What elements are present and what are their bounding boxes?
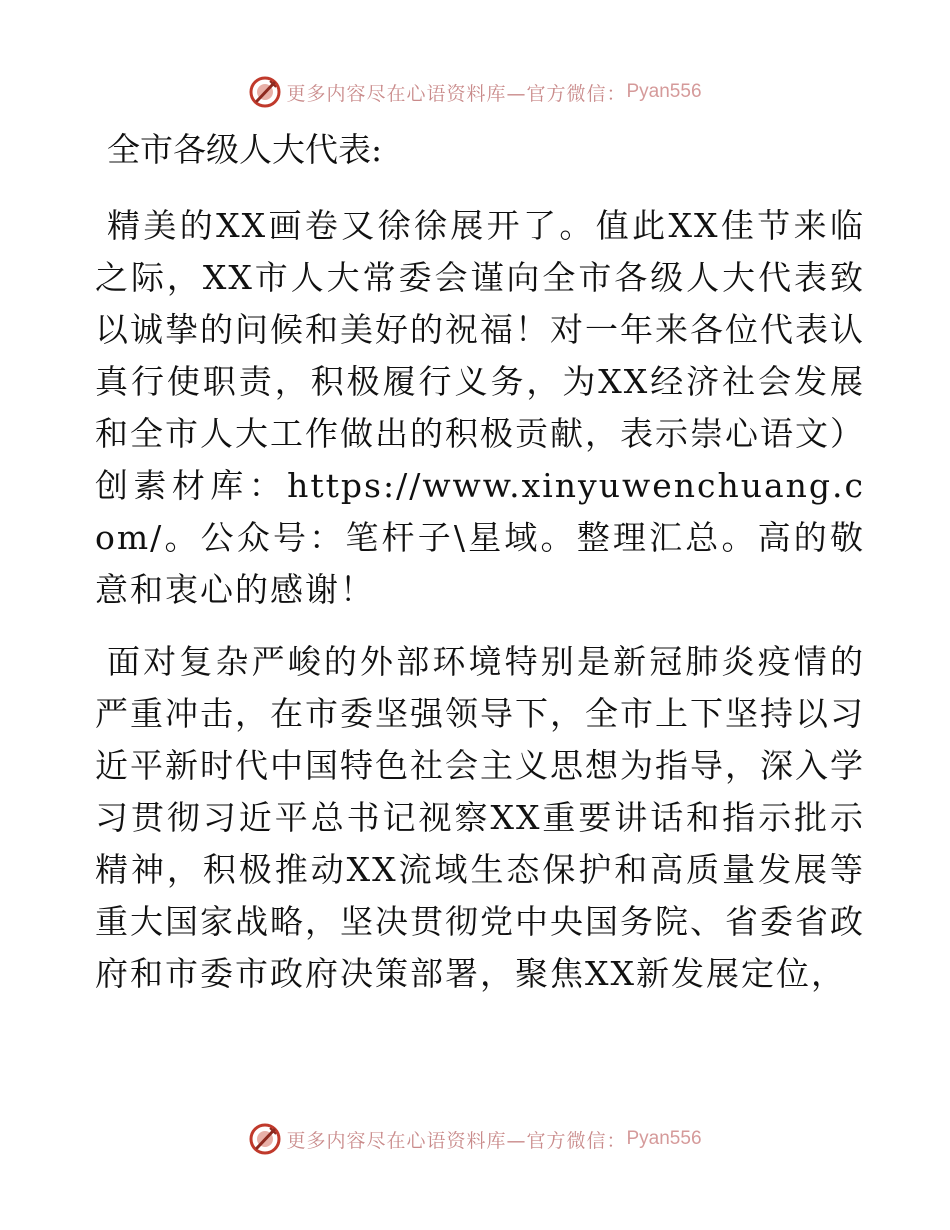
letter-body (95, 120, 865, 1000)
watermark-text: 更多内容尽在心语资料库—官方微信： (286, 82, 627, 105)
watermark-handle: Pyan556 (626, 81, 702, 102)
letter-salutation: 全市各级人大代表: (107, 130, 383, 169)
red-seal-logo-icon (248, 1122, 282, 1156)
watermark-handle: Pyan556 (626, 1128, 702, 1149)
watermark-footer (0, 1119, 950, 1159)
red-seal-logo-icon (248, 75, 282, 109)
letter-paragraph-1: 精美的XX画卷又徐徐展开了。值此XX佳节来临之际，XX市人大常委会谨向全市各级人大代表致以诚挚的问候和美好的祝福！对一年来各位代表认真行使职责，积极履行义务，为XX经济社会发展和全市人大工作做出的积极贡献，表示崇心语文）创素材库：https://www.xinyuwenchuang.com/。公众号：笔杆子\星域。整理汇总。高的敬意和衷心的感谢！ (95, 206, 865, 609)
letter-paragraph-2: 面对复杂严峻的外部环境特别是新冠肺炎疫情的严重冲击，在市委坚强领导下，全市上下坚持以习近平新时代中国特色社会主义思想为指导，深入学习贯彻习近平总书记视察XX重要讲话和指示批示精神，积极推动XX流域生态保护和高质量发展等重大国家战略，坚决贯彻党中央国务院、省委省政府和市委市政府决策部署，聚焦XX新发展定位， (95, 642, 865, 993)
watermark-header (0, 72, 950, 112)
watermark-text: 更多内容尽在心语资料库—官方微信： (286, 1129, 627, 1152)
